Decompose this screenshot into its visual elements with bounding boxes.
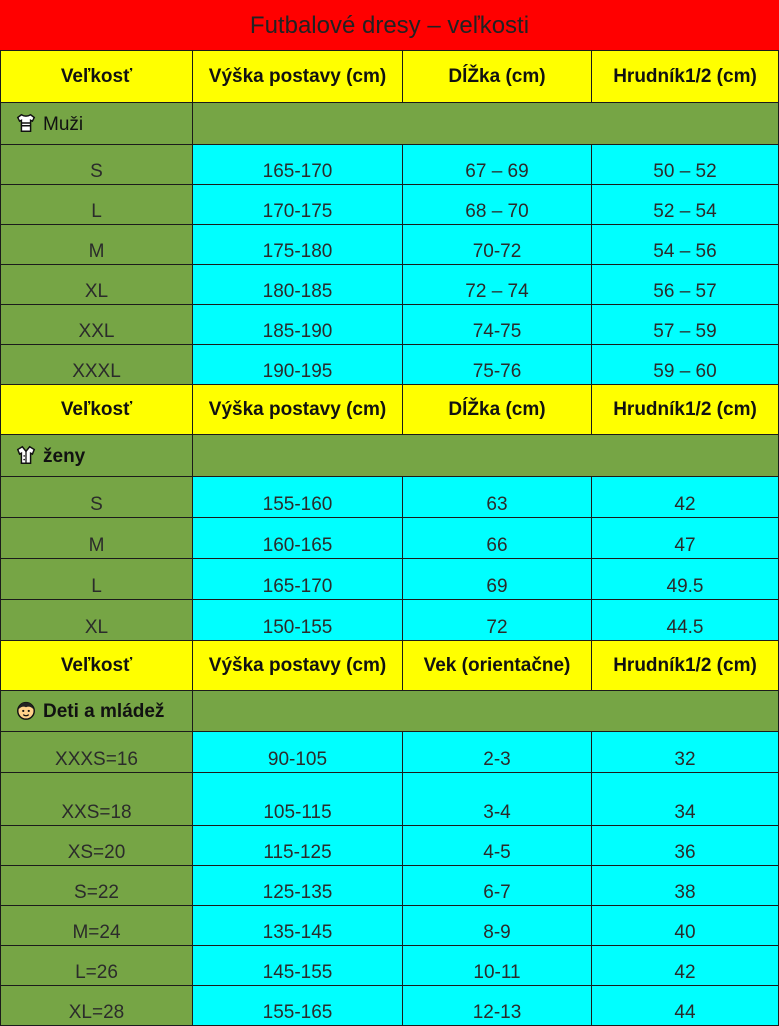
table-row [1, 906, 779, 946]
size-cell: S [1, 477, 193, 518]
size-cell: M=24 [1, 906, 193, 946]
section-spacer [193, 103, 779, 145]
value-cell: 6-7 [403, 866, 592, 906]
value-cell: 70-72 [403, 225, 592, 265]
column-header: Výška postavy (cm) [193, 51, 403, 103]
value-cell: 165-170 [193, 145, 403, 185]
value-cell: 44 [592, 986, 779, 1026]
size-cell: XS=20 [1, 826, 193, 866]
value-cell: 67 – 69 [403, 145, 592, 185]
table-row [1, 185, 779, 225]
value-cell: 40 [592, 906, 779, 946]
value-cell: 12-13 [403, 986, 592, 1026]
column-header: DĺŽka (cm) [403, 385, 592, 435]
shirt-icon [15, 444, 37, 466]
section-label [1, 435, 193, 477]
value-cell: 57 – 59 [592, 305, 779, 345]
table-row [1, 477, 779, 518]
value-cell: 185-190 [193, 305, 403, 345]
section-title: ženy [43, 445, 86, 467]
column-header: Veľkosť [1, 51, 193, 103]
size-cell: XXXL [1, 345, 193, 385]
table-row [1, 946, 779, 986]
value-cell: 66 [403, 518, 592, 559]
value-cell: 190-195 [193, 345, 403, 385]
size-cell: M [1, 225, 193, 265]
value-cell: 72 – 74 [403, 265, 592, 305]
child-face-icon [15, 699, 37, 721]
value-cell: 59 – 60 [592, 345, 779, 385]
header-row [1, 385, 779, 435]
value-cell: 8-9 [403, 906, 592, 946]
size-cell: L [1, 559, 193, 600]
table-row [1, 773, 779, 826]
column-header: Veľkosť [1, 385, 193, 435]
value-cell: 36 [592, 826, 779, 866]
value-cell: 175-180 [193, 225, 403, 265]
section-title: Deti a mládež [43, 701, 165, 722]
tshirt-icon [15, 112, 37, 134]
value-cell: 49.5 [592, 559, 779, 600]
value-cell: 10-11 [403, 946, 592, 986]
section-spacer [193, 691, 779, 732]
size-table-body [1, 51, 779, 1026]
section-spacer [193, 435, 779, 477]
table-row [1, 145, 779, 185]
column-header: Veľkosť [1, 641, 193, 691]
column-header: Hrudník1/2 (cm) [592, 641, 779, 691]
header-row [1, 51, 779, 103]
table-row [1, 732, 779, 773]
size-cell: S=22 [1, 866, 193, 906]
table-row [1, 345, 779, 385]
value-cell: 3-4 [403, 773, 592, 826]
value-cell: 63 [403, 477, 592, 518]
table-row [1, 866, 779, 906]
size-cell: L=26 [1, 946, 193, 986]
value-cell: 2-3 [403, 732, 592, 773]
value-cell: 160-165 [193, 518, 403, 559]
size-cell: XL=28 [1, 986, 193, 1026]
value-cell: 56 – 57 [592, 265, 779, 305]
size-cell: XXS=18 [1, 773, 193, 826]
value-cell: 75-76 [403, 345, 592, 385]
value-cell: 72 [403, 600, 592, 641]
value-cell: 90-105 [193, 732, 403, 773]
column-header: Výška postavy (cm) [193, 641, 403, 691]
value-cell: 44.5 [592, 600, 779, 641]
value-cell: 42 [592, 946, 779, 986]
size-cell: XXXS=16 [1, 732, 193, 773]
value-cell: 135-145 [193, 906, 403, 946]
value-cell: 74-75 [403, 305, 592, 345]
size-cell: XL [1, 265, 193, 305]
table-row [1, 600, 779, 641]
value-cell: 125-135 [193, 866, 403, 906]
table-row [1, 225, 779, 265]
column-header: Hrudník1/2 (cm) [592, 385, 779, 435]
table-row [1, 559, 779, 600]
value-cell: 180-185 [193, 265, 403, 305]
value-cell: 150-155 [193, 600, 403, 641]
table-row [1, 265, 779, 305]
value-cell: 145-155 [193, 946, 403, 986]
size-cell: M [1, 518, 193, 559]
column-header: Výška postavy (cm) [193, 385, 403, 435]
section-label [1, 103, 193, 145]
value-cell: 50 – 52 [592, 145, 779, 185]
table-row [1, 986, 779, 1026]
value-cell: 165-170 [193, 559, 403, 600]
table-row [1, 518, 779, 559]
section-title: Muži [43, 113, 84, 135]
value-cell: 38 [592, 866, 779, 906]
table-row [1, 826, 779, 866]
chart-title: Futbalové dresy – veľkosti [0, 0, 779, 50]
section-row [1, 691, 779, 732]
size-table [0, 50, 779, 1026]
section-row [1, 103, 779, 145]
value-cell: 115-125 [193, 826, 403, 866]
size-cell: XXL [1, 305, 193, 345]
column-header: DĺŽka (cm) [403, 51, 592, 103]
size-cell: XL [1, 600, 193, 641]
section-label [1, 691, 193, 732]
value-cell: 34 [592, 773, 779, 826]
value-cell: 105-115 [193, 773, 403, 826]
size-cell: L [1, 185, 193, 225]
value-cell: 68 – 70 [403, 185, 592, 225]
value-cell: 54 – 56 [592, 225, 779, 265]
value-cell: 155-160 [193, 477, 403, 518]
value-cell: 4-5 [403, 826, 592, 866]
table-row [1, 305, 779, 345]
value-cell: 32 [592, 732, 779, 773]
value-cell: 52 – 54 [592, 185, 779, 225]
column-header: Hrudník1/2 (cm) [592, 51, 779, 103]
header-row [1, 641, 779, 691]
value-cell: 42 [592, 477, 779, 518]
size-cell: S [1, 145, 193, 185]
section-row [1, 435, 779, 477]
value-cell: 47 [592, 518, 779, 559]
value-cell: 170-175 [193, 185, 403, 225]
column-header: Vek (orientačne) [403, 641, 592, 691]
value-cell: 155-165 [193, 986, 403, 1026]
value-cell: 69 [403, 559, 592, 600]
